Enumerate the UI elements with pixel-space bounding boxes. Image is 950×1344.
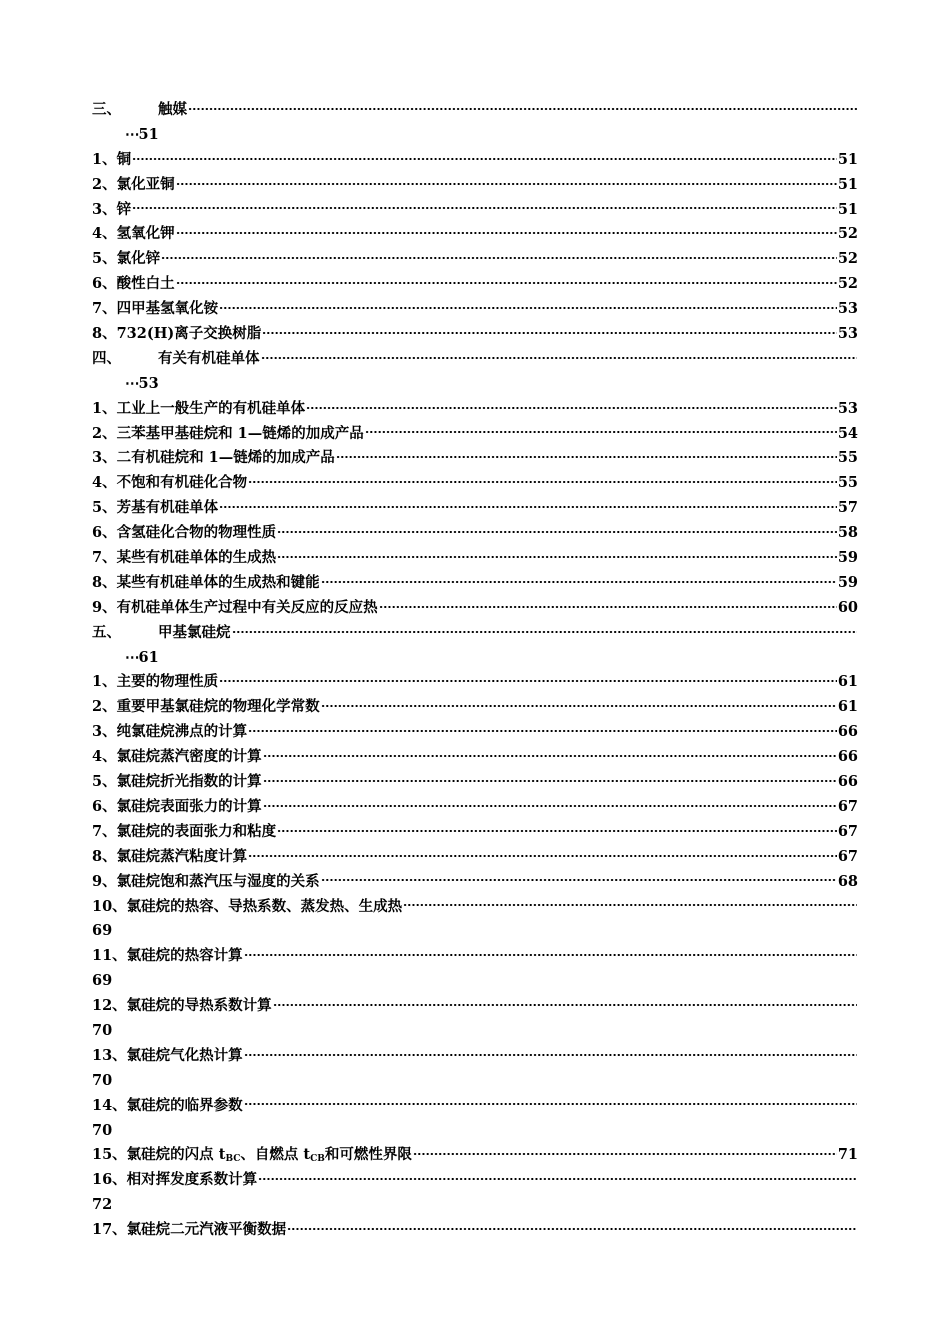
page-number: 55 bbox=[837, 474, 858, 492]
page-number: 72 bbox=[92, 1196, 113, 1214]
toc-entry[interactable] bbox=[92, 222, 858, 247]
toc-entry[interactable] bbox=[92, 845, 858, 870]
toc-entry[interactable] bbox=[92, 446, 858, 471]
dot-leader bbox=[232, 622, 858, 637]
entry-title: 6、含氢硅化合物的物理性质 bbox=[92, 524, 277, 542]
entry-title: 14、氯硅烷的临界参数 bbox=[92, 1096, 243, 1114]
toc-page-wrap bbox=[92, 1019, 858, 1044]
dot-leader-tail: ⋯ bbox=[125, 125, 139, 143]
toc-entry[interactable] bbox=[92, 944, 858, 969]
subscript: BC bbox=[225, 1154, 241, 1165]
toc-entry[interactable] bbox=[92, 1143, 858, 1168]
toc-page-wrap bbox=[92, 1193, 858, 1218]
page-number: 69 bbox=[92, 972, 113, 990]
dot-leader bbox=[248, 846, 837, 861]
toc-entry[interactable] bbox=[92, 870, 858, 895]
entry-title: 7、氯硅烷的表面张力和粘度 bbox=[92, 822, 277, 840]
toc-entry[interactable] bbox=[92, 521, 858, 546]
page-number: 61 bbox=[837, 698, 858, 716]
toc-page-wrap bbox=[92, 969, 858, 994]
toc-entry[interactable] bbox=[92, 198, 858, 223]
toc-page-continuation bbox=[92, 372, 858, 397]
page-number: 67 bbox=[837, 797, 858, 815]
dot-leader bbox=[321, 572, 837, 587]
entry-title: 2、氯化亚铜 bbox=[92, 175, 175, 193]
page-number: 60 bbox=[837, 598, 858, 616]
section-title: 有关有机硅单体 bbox=[158, 349, 260, 367]
dot-leader bbox=[219, 299, 837, 314]
dot-leader bbox=[244, 1045, 857, 1060]
toc-entry[interactable] bbox=[92, 297, 858, 322]
entry-title: 8、732(H)离子交换树脂 bbox=[92, 325, 262, 343]
page-number: 61 bbox=[138, 648, 159, 666]
page-number: 69 bbox=[92, 922, 113, 940]
toc-entry[interactable] bbox=[92, 571, 858, 596]
section-title: 甲基氯硅烷 bbox=[158, 623, 231, 641]
entry-title-part: 和可燃性界限 bbox=[324, 1146, 412, 1164]
page-number: 52 bbox=[837, 225, 858, 243]
entry-title: 9、氯硅烷饱和蒸汽压与湿度的关系 bbox=[92, 872, 320, 890]
toc-entry[interactable] bbox=[92, 397, 858, 422]
dot-leader bbox=[403, 896, 857, 911]
entry-title: 3、二有机硅烷和 1—链烯的加成产品 bbox=[92, 449, 335, 467]
section-number: 四、 bbox=[92, 349, 121, 367]
dot-leader bbox=[248, 473, 837, 488]
toc-entry[interactable] bbox=[92, 1044, 858, 1069]
toc-entry[interactable] bbox=[92, 247, 858, 272]
page-number: 70 bbox=[92, 1071, 113, 1089]
page-number: 59 bbox=[837, 549, 858, 567]
dot-leader bbox=[336, 448, 837, 463]
page-number: 71 bbox=[837, 1146, 858, 1164]
entry-title: 9、有机硅单体生产过程中有关反应的反应热 bbox=[92, 598, 378, 616]
entry-title: 5、芳基有机硅单体 bbox=[92, 499, 219, 517]
entry-title: 12、氯硅烷的导热系数计算 bbox=[92, 997, 272, 1015]
dot-leader bbox=[306, 398, 837, 413]
table-of-contents bbox=[92, 98, 858, 1243]
toc-entry[interactable] bbox=[92, 496, 858, 521]
dot-leader bbox=[161, 249, 837, 264]
toc-section-heading[interactable] bbox=[92, 621, 858, 646]
page-number: 51 bbox=[138, 125, 159, 143]
toc-entry[interactable] bbox=[92, 471, 858, 496]
toc-page-wrap bbox=[92, 1069, 858, 1094]
dot-leader bbox=[262, 324, 837, 339]
entry-title: 7、某些有机硅单体的生成热 bbox=[92, 549, 277, 567]
entry-title: 8、氯硅烷蒸汽粘度计算 bbox=[92, 847, 248, 865]
toc-section-heading[interactable] bbox=[92, 98, 858, 123]
dot-leader bbox=[188, 100, 857, 115]
toc-entry[interactable] bbox=[92, 720, 858, 745]
entry-title: 11、氯硅烷的热容计算 bbox=[92, 947, 243, 965]
toc-entry[interactable] bbox=[92, 596, 858, 621]
section-number: 三、 bbox=[92, 101, 121, 118]
page-number: 70 bbox=[92, 1121, 113, 1139]
entry-title: 3、纯氯硅烷沸点的计算 bbox=[92, 723, 248, 741]
toc-entry[interactable] bbox=[92, 272, 858, 297]
page-number: 61 bbox=[837, 673, 858, 691]
toc-page-wrap bbox=[92, 1119, 858, 1144]
page-number: 70 bbox=[92, 1021, 113, 1039]
toc-entry[interactable] bbox=[92, 745, 858, 770]
dot-leader bbox=[263, 772, 837, 787]
toc-entry[interactable] bbox=[92, 546, 858, 571]
toc-page-continuation bbox=[92, 646, 858, 671]
toc-entry[interactable] bbox=[92, 322, 858, 347]
dot-leader bbox=[219, 672, 837, 687]
toc-entry[interactable] bbox=[92, 820, 858, 845]
dot-leader bbox=[258, 1170, 857, 1185]
entry-title: 2、三苯基甲基硅烷和 1—链烯的加成产品 bbox=[92, 424, 364, 442]
dot-leader-tail: ⋯ bbox=[125, 374, 139, 392]
dot-leader bbox=[176, 224, 837, 239]
dot-leader bbox=[263, 747, 837, 762]
entry-title: 10、氯硅烷的热容、导热系数、蒸发热、生成热 bbox=[92, 897, 403, 915]
dot-leader bbox=[277, 523, 837, 538]
toc-entry[interactable] bbox=[92, 695, 858, 720]
page-number: 68 bbox=[837, 872, 858, 890]
toc-entry[interactable] bbox=[92, 795, 858, 820]
entry-title: 6、酸性白土 bbox=[92, 275, 175, 293]
dot-leader bbox=[321, 871, 837, 886]
entry-title: 8、某些有机硅单体的生成热和键能 bbox=[92, 573, 320, 591]
dot-leader bbox=[176, 174, 837, 189]
entry-title: 1、铜 bbox=[92, 150, 132, 168]
page-number: 66 bbox=[837, 773, 858, 791]
page-number: 55 bbox=[837, 449, 858, 467]
entry-title: 5、氯化锌 bbox=[92, 250, 161, 268]
entry-title: 4、不饱和有机硅化合物 bbox=[92, 474, 248, 492]
page-number: 66 bbox=[837, 723, 858, 741]
toc-page-continuation bbox=[92, 123, 858, 148]
entry-title: 6、氯硅烷表面张力的计算 bbox=[92, 797, 262, 815]
entry-title: 17、氯硅烷二元汽液平衡数据 bbox=[92, 1221, 287, 1239]
page-number: 66 bbox=[837, 748, 858, 766]
entry-title: 1、主要的物理性质 bbox=[92, 673, 219, 691]
dot-leader bbox=[176, 274, 837, 289]
entry-title: 5、氯硅烷折光指数的计算 bbox=[92, 773, 262, 791]
section-number: 五、 bbox=[92, 623, 121, 641]
toc-entry[interactable] bbox=[92, 770, 858, 795]
entry-title-part: 15、氯硅烷的闪点 t bbox=[92, 1146, 226, 1164]
dot-leader bbox=[277, 821, 837, 836]
page-number: 58 bbox=[837, 524, 858, 542]
dot-leader-tail: ⋯ bbox=[125, 648, 139, 666]
toc-entry[interactable] bbox=[92, 1218, 858, 1243]
page-number: 51 bbox=[837, 200, 858, 218]
section-title: 触媒 bbox=[158, 101, 187, 118]
entry-title: 13、氯硅烷气化热计算 bbox=[92, 1046, 243, 1064]
toc-entry[interactable] bbox=[92, 422, 858, 447]
entry-title bbox=[92, 1143, 412, 1168]
dot-leader bbox=[261, 348, 858, 363]
toc-entry[interactable] bbox=[92, 1168, 858, 1193]
page-number: 67 bbox=[837, 822, 858, 840]
page-number: 53 bbox=[837, 325, 858, 343]
entry-title-part: 、自燃点 t bbox=[240, 1146, 311, 1164]
dot-leader bbox=[244, 946, 857, 961]
toc-entry[interactable] bbox=[92, 670, 858, 695]
dot-leader bbox=[132, 149, 837, 164]
page-number: 53 bbox=[138, 374, 159, 392]
toc-entry[interactable] bbox=[92, 148, 858, 173]
page-number: 53 bbox=[837, 399, 858, 417]
subscript: CB bbox=[310, 1154, 325, 1165]
entry-title: 2、重要甲基氯硅烷的物理化学常数 bbox=[92, 698, 320, 716]
toc-entry[interactable] bbox=[92, 173, 858, 198]
page-number: 52 bbox=[837, 275, 858, 293]
page-number: 67 bbox=[837, 847, 858, 865]
dot-leader bbox=[263, 796, 837, 811]
dot-leader bbox=[273, 996, 857, 1011]
dot-leader bbox=[321, 697, 837, 712]
page-number: 53 bbox=[837, 300, 858, 318]
toc-section-heading[interactable] bbox=[92, 347, 858, 372]
entry-title: 16、相对挥发度系数计算 bbox=[92, 1171, 258, 1189]
dot-leader bbox=[287, 1220, 857, 1235]
page-number: 57 bbox=[837, 499, 858, 517]
page-number: 59 bbox=[837, 573, 858, 591]
page-number: 52 bbox=[837, 250, 858, 268]
dot-leader bbox=[365, 423, 837, 438]
dot-leader bbox=[248, 722, 837, 737]
toc-page-wrap bbox=[92, 919, 858, 944]
dot-leader bbox=[277, 548, 837, 563]
dot-leader bbox=[379, 597, 837, 612]
dot-leader bbox=[132, 199, 837, 214]
page-number: 51 bbox=[837, 150, 858, 168]
toc-entry[interactable] bbox=[92, 895, 858, 920]
dot-leader bbox=[413, 1145, 837, 1160]
dot-leader bbox=[244, 1095, 857, 1110]
entry-title: 3、锌 bbox=[92, 200, 132, 218]
entry-title: 1、工业上一般生产的有机硅单体 bbox=[92, 399, 306, 417]
entry-title: 4、氯硅烷蒸汽密度的计算 bbox=[92, 748, 262, 766]
toc-entry[interactable] bbox=[92, 994, 858, 1019]
dot-leader bbox=[219, 498, 837, 513]
toc-entry[interactable] bbox=[92, 1094, 858, 1119]
entry-title: 7、四甲基氢氧化铵 bbox=[92, 300, 219, 318]
entry-title: 4、氢氧化钾 bbox=[92, 225, 175, 243]
page-number: 54 bbox=[837, 424, 858, 442]
page-number: 51 bbox=[837, 175, 858, 193]
